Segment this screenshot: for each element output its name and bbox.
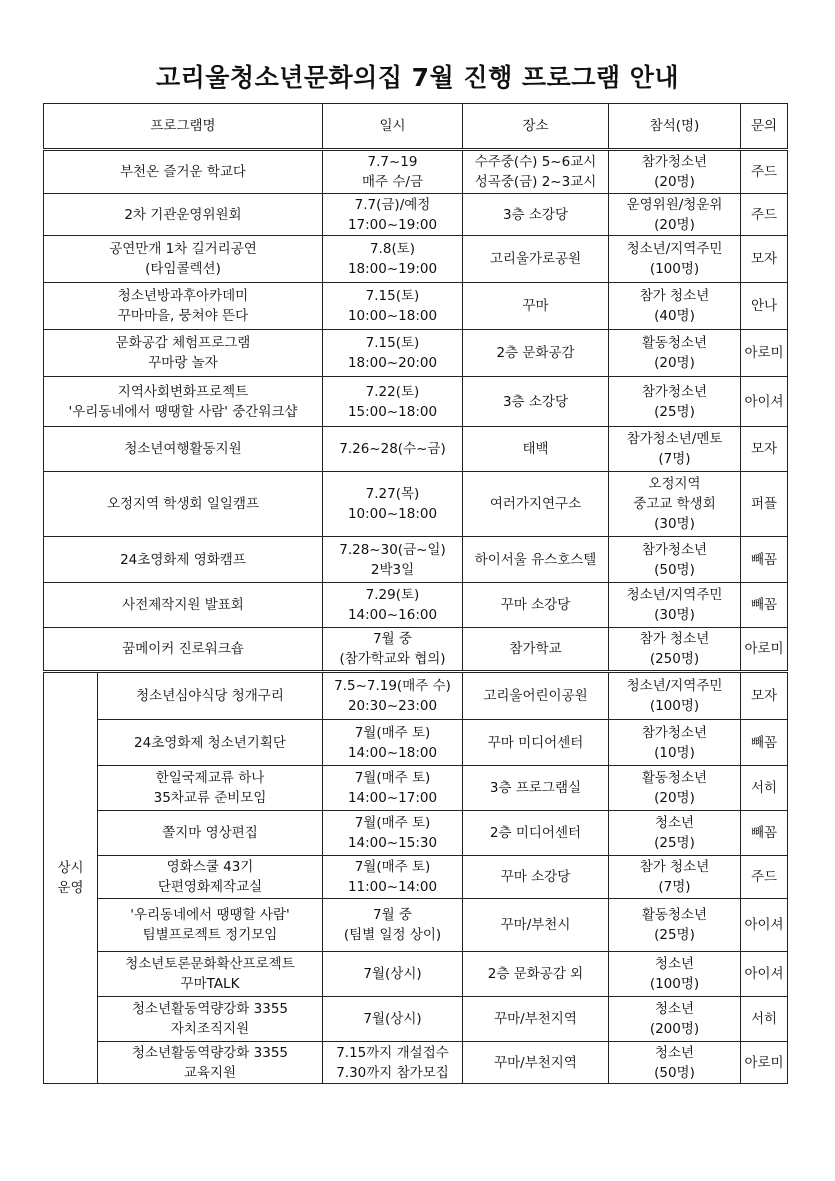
attend-cell — [609, 194, 741, 236]
date-cell-line: 7월(상시) — [363, 1011, 422, 1027]
date-cell — [323, 672, 463, 720]
page-title: 고리울청소년문화의집 7월 진행 프로그램 안내 — [155, 63, 680, 92]
attend-cell — [609, 997, 741, 1042]
contact-cell — [741, 856, 788, 899]
attend-cell-line: (7명) — [658, 451, 691, 467]
date-cell — [323, 537, 463, 583]
table-row — [44, 472, 788, 537]
attend-cell — [609, 236, 741, 283]
attend-cell-line: 청소년 — [654, 1044, 695, 1061]
program-cell — [44, 427, 323, 472]
attend-cell-line: (25명) — [654, 835, 695, 851]
program-cell — [44, 537, 323, 583]
place-cell — [463, 628, 609, 672]
attend-cell-line: 활동청소년 — [641, 335, 708, 351]
place-cell-line: 3층 소강당 — [502, 206, 569, 223]
attend-cell-line: 청소년/지역주민 — [626, 587, 723, 603]
contact-cell-line: 주드 — [750, 164, 778, 180]
attend-cell — [609, 720, 741, 766]
program-cell-line: 공연만개 1차 길거리공연 — [109, 241, 257, 257]
place-cell-line: 여러가지연구소 — [489, 496, 582, 512]
place-cell — [463, 330, 609, 377]
header-program: 프로그램명 — [44, 104, 323, 150]
place-cell — [463, 720, 609, 766]
contact-cell — [741, 766, 788, 811]
contact-cell — [741, 1042, 788, 1084]
date-cell-line: 7.15까지 개설접수 — [336, 1044, 449, 1061]
contact-cell — [741, 330, 788, 377]
contact-cell-line: 빼꼼 — [750, 734, 778, 751]
contact-cell — [741, 672, 788, 720]
program-cell-line: 영화스쿨 43기 — [166, 859, 254, 875]
contact-cell-line: 서히 — [750, 1011, 778, 1027]
program-cell — [44, 194, 323, 236]
program-cell-line: 청소년활동역량강화 3355 — [131, 1001, 289, 1017]
contact-cell — [741, 811, 788, 856]
place-cell-line: 하이서울 유스호스텔 — [474, 551, 597, 568]
program-cell — [98, 672, 323, 720]
attend-cell-line: 운영위원/청운위 — [626, 196, 723, 213]
date-cell-line: 11:00~14:00 — [347, 879, 438, 895]
attend-cell — [609, 283, 741, 330]
program-cell-line: 단편영화제작교실 — [157, 879, 263, 895]
program-cell — [98, 1042, 323, 1084]
table-row — [44, 236, 788, 283]
attend-cell-line: (30명) — [654, 607, 695, 623]
table-row — [44, 856, 788, 899]
attend-cell-line: 참가 청소년 — [639, 859, 710, 875]
date-cell-line: 7월(매주 토) — [354, 724, 431, 741]
program-cell-line: 한일국제교류 하나 — [155, 770, 265, 786]
table-row — [44, 952, 788, 997]
place-cell-line: 참가학교 — [509, 641, 562, 657]
date-cell-line: 7.30까지 참가모집 — [336, 1064, 449, 1081]
date-cell-line: 7.15(토) — [365, 288, 420, 304]
table-row — [44, 150, 788, 194]
date-cell — [323, 427, 463, 472]
attend-cell-line: (100명) — [649, 261, 700, 277]
program-cell-line: 24초영화제 청소년기획단 — [134, 734, 286, 751]
attend-cell-line: 활동청소년 — [641, 770, 708, 786]
date-cell — [323, 811, 463, 856]
attend-cell — [609, 766, 741, 811]
attend-cell-line: 청소년 — [654, 956, 695, 972]
attend-cell-line: 참가청소년 — [641, 541, 708, 558]
attend-cell-line: 참가청소년 — [641, 724, 708, 741]
date-cell-line: 18:00~19:00 — [347, 261, 438, 277]
contact-cell — [741, 720, 788, 766]
table-row — [44, 720, 788, 766]
contact-cell — [741, 377, 788, 427]
program-cell-line: 2차 기관운영위원회 — [124, 206, 242, 223]
header-attend: 참석(명) — [609, 104, 741, 150]
date-cell — [323, 377, 463, 427]
place-cell-line: 성곡중(금) 2~3교시 — [474, 174, 597, 190]
place-cell-line: 2층 문화공감 외 — [487, 966, 584, 982]
program-cell-line: 청소년토론문화확산프로젝트 — [125, 956, 295, 972]
date-cell-line: 7.26~28(수~금) — [339, 441, 446, 457]
program-cell-line: 24초영화제 영화캠프 — [120, 551, 246, 568]
place-cell-line: 고리울어린이공원 — [483, 688, 588, 704]
attend-cell-line: 청소년/지역주민 — [626, 678, 723, 694]
contact-cell — [741, 537, 788, 583]
date-cell — [323, 1042, 463, 1084]
contact-cell — [741, 194, 788, 236]
place-cell-line: 3층 소강당 — [502, 393, 569, 410]
contact-cell — [741, 150, 788, 194]
place-cell — [463, 283, 609, 330]
attend-cell — [609, 856, 741, 899]
contact-cell-line: 안나 — [750, 298, 778, 314]
contact-cell — [741, 899, 788, 952]
date-cell — [323, 899, 463, 952]
attend-cell — [609, 583, 741, 628]
place-cell-line: 꾸마 소강당 — [500, 597, 571, 613]
place-cell — [463, 236, 609, 283]
attend-cell — [609, 628, 741, 672]
table-row — [44, 1042, 788, 1084]
place-cell — [463, 672, 609, 720]
attend-cell — [609, 1042, 741, 1084]
program-cell — [44, 377, 323, 427]
date-cell — [323, 236, 463, 283]
contact-cell-line: 빼꼼 — [750, 825, 778, 841]
program-cell-line: 꾸마랑 놀자 — [148, 355, 218, 371]
attend-cell — [609, 811, 741, 856]
header-date: 일시 — [323, 104, 463, 150]
table-row — [44, 583, 788, 628]
program-cell-line: 꾸마TALK — [180, 976, 240, 992]
program-cell-line: 부천온 즐거운 학교다 — [120, 164, 246, 180]
date-cell-line: 10:00~18:00 — [347, 308, 438, 324]
program-cell-line: 꾸마마을, 뭉쳐야 뜬다 — [117, 308, 249, 324]
program-cell — [44, 628, 323, 672]
attend-cell-line: 오정지역 — [648, 476, 701, 492]
contact-cell — [741, 583, 788, 628]
place-cell — [463, 150, 609, 194]
table-row — [44, 899, 788, 952]
program-cell — [44, 236, 323, 283]
place-cell — [463, 472, 609, 537]
place-cell-line: 꾸마 소강당 — [500, 869, 571, 885]
contact-cell-line: 퍼플 — [750, 496, 778, 512]
attend-cell — [609, 472, 741, 537]
date-cell-line: 7월 중 — [373, 631, 412, 647]
program-cell-line: 꿈메이커 진로워크숍 — [122, 641, 244, 657]
attend-cell-line: 참가청소년 — [641, 383, 708, 400]
place-cell — [463, 1042, 609, 1084]
attend-cell — [609, 150, 741, 194]
program-cell-line: 청소년방과후아카데미 — [117, 288, 249, 304]
program-cell — [98, 856, 323, 899]
place-cell-line: 태백 — [522, 441, 549, 457]
contact-cell-line: 아이셔 — [744, 393, 784, 410]
table-row — [44, 330, 788, 377]
attend-cell — [609, 952, 741, 997]
contact-cell — [741, 283, 788, 330]
contact-cell-line: 아이셔 — [744, 966, 784, 982]
group-label-cell-line: 상시 — [57, 860, 84, 876]
date-cell-line: 2박3일 — [370, 561, 415, 578]
place-cell — [463, 194, 609, 236]
attend-cell — [609, 672, 741, 720]
date-cell-line: (팀별 일정 상이) — [343, 927, 442, 943]
contact-cell — [741, 236, 788, 283]
date-cell-line: 7.29(토) — [365, 587, 420, 603]
date-cell-line: 10:00~18:00 — [347, 506, 438, 522]
contact-cell-line: 빼꼼 — [750, 551, 778, 568]
date-cell — [323, 856, 463, 899]
date-cell — [323, 150, 463, 194]
place-cell — [463, 856, 609, 899]
date-cell-line: 7.15(토) — [365, 335, 420, 351]
place-cell — [463, 952, 609, 997]
place-cell — [463, 899, 609, 952]
place-cell-line: 3층 프로그램실 — [489, 780, 582, 796]
program-cell-line: 문화공감 체험프로그램 — [115, 335, 251, 351]
attend-cell — [609, 377, 741, 427]
date-cell-line: 14:00~17:00 — [347, 790, 438, 806]
table-row — [44, 766, 788, 811]
table-row — [44, 628, 788, 672]
program-cell — [98, 811, 323, 856]
date-cell-line: 7월 중 — [373, 907, 412, 923]
group-label-cell-line: 운영 — [57, 880, 84, 896]
program-cell — [98, 899, 323, 952]
program-cell-line: 지역사회변화프로젝트 — [117, 383, 249, 400]
contact-cell — [741, 427, 788, 472]
program-cell — [44, 472, 323, 537]
header-place: 장소 — [463, 104, 609, 150]
attend-cell-line: 참가청소년 — [641, 154, 708, 170]
place-cell — [463, 583, 609, 628]
date-cell — [323, 330, 463, 377]
place-cell-line: 꾸마/부천지역 — [494, 1011, 577, 1027]
program-cell-line: 교육지원 — [183, 1064, 237, 1081]
attend-cell-line: 활동청소년 — [641, 907, 708, 923]
date-cell-line: 7.27(목) — [365, 486, 420, 502]
date-cell — [323, 720, 463, 766]
place-cell-line: 2층 미디어센터 — [489, 825, 582, 841]
table-row — [44, 427, 788, 472]
date-cell-line: 20:30~23:00 — [347, 698, 438, 714]
attend-cell-line: (20명) — [654, 355, 695, 371]
contact-cell-line: 아로미 — [744, 345, 784, 361]
attend-cell — [609, 537, 741, 583]
date-cell-line: 7.8(토) — [369, 241, 416, 257]
contact-cell-line: 주드 — [750, 206, 778, 223]
date-cell-line: 18:00~20:00 — [347, 355, 438, 371]
attend-cell — [609, 899, 741, 952]
contact-cell — [741, 997, 788, 1042]
contact-cell-line: 모자 — [750, 441, 778, 457]
program-cell — [44, 583, 323, 628]
place-cell-line: 꾸마/부천시 — [500, 917, 571, 933]
attend-cell-line: (50명) — [654, 561, 695, 578]
program-cell — [98, 720, 323, 766]
place-cell-line: 2층 문화공감 — [496, 345, 575, 361]
contact-cell-line: 서히 — [750, 780, 778, 796]
date-cell — [323, 952, 463, 997]
attend-cell-line: (30명) — [654, 516, 695, 532]
table-header-row — [44, 104, 788, 150]
attend-cell-line: (25명) — [654, 403, 695, 420]
date-cell-line: 14:00~16:00 — [347, 607, 438, 623]
contact-cell-line: 모자 — [750, 688, 778, 704]
date-cell-line: 14:00~15:30 — [347, 835, 438, 851]
attend-cell-line: (20명) — [654, 790, 695, 806]
place-cell — [463, 377, 609, 427]
table-row — [44, 377, 788, 427]
group-label-cell — [44, 672, 98, 1084]
date-cell — [323, 472, 463, 537]
program-cell-line: (타임콜렉션) — [145, 261, 221, 277]
header-contact: 문의 — [741, 104, 788, 150]
program-cell-line: 쫄지마 영상편집 — [162, 825, 258, 841]
contact-cell-line: 주드 — [750, 869, 778, 885]
program-cell-line: 청소년활동역량강화 3355 — [131, 1044, 289, 1061]
attend-cell-line: (25명) — [654, 927, 695, 943]
date-cell-line: 7월(상시) — [363, 966, 422, 982]
attend-cell-line: (100명) — [649, 976, 700, 992]
date-cell — [323, 283, 463, 330]
program-cell — [98, 952, 323, 997]
date-cell-line: (참가학교와 협의) — [339, 651, 446, 667]
program-cell — [44, 283, 323, 330]
date-cell — [323, 766, 463, 811]
date-cell — [323, 628, 463, 672]
program-cell-line: 사전제작지원 발표회 — [122, 597, 244, 613]
attend-cell-line: (50명) — [654, 1064, 695, 1081]
attend-cell-line: (7명) — [658, 879, 691, 895]
attend-cell-line: 참가 청소년 — [639, 631, 710, 647]
place-cell-line: 수주중(수) 5~6교시 — [474, 154, 597, 170]
contact-cell-line: 빼꼼 — [750, 597, 778, 613]
program-cell-line: 35차교류 준비모임 — [153, 790, 267, 806]
place-cell — [463, 766, 609, 811]
date-cell-line: 7.28~30(금~일) — [339, 541, 446, 558]
table-row — [44, 811, 788, 856]
program-cell-line: 청소년심야식당 청개구리 — [136, 688, 284, 704]
date-cell-line: 7.5~7.19(매주 수) — [334, 678, 451, 694]
contact-cell — [741, 628, 788, 672]
contact-cell — [741, 952, 788, 997]
attend-cell-line: (20명) — [654, 216, 695, 233]
attend-cell-line: (250명) — [649, 651, 700, 667]
program-cell — [44, 150, 323, 194]
table-row — [44, 997, 788, 1042]
date-cell-line: 매주 수/금 — [361, 174, 423, 190]
attend-cell-line: 청소년 — [654, 815, 695, 831]
attend-cell — [609, 330, 741, 377]
table-row — [44, 537, 788, 583]
place-cell — [463, 537, 609, 583]
program-cell-line: 오정지역 학생회 일일캠프 — [106, 496, 260, 512]
attend-cell-line: 청소년 — [654, 1001, 695, 1017]
place-cell-line: 꾸마/부천지역 — [494, 1054, 577, 1071]
date-cell-line: 17:00~19:00 — [347, 216, 438, 233]
attend-cell-line: (10명) — [654, 744, 695, 761]
date-cell — [323, 194, 463, 236]
attend-cell-line: 중고교 학생회 — [633, 496, 716, 512]
attend-cell-line: (100명) — [649, 698, 700, 714]
attend-cell-line: 참가청소년/멘토 — [626, 431, 723, 447]
program-cell-line: 청소년여행활동지원 — [124, 441, 242, 457]
program-cell-line: '우리동네에서 땡땡할 사람' — [130, 907, 290, 923]
place-cell-line: 꾸마 — [522, 298, 549, 314]
program-cell — [98, 766, 323, 811]
date-cell-line: 7.22(토) — [365, 383, 420, 400]
program-cell-line: 팀별프로젝트 정기모임 — [142, 927, 278, 943]
date-cell-line: 15:00~18:00 — [347, 403, 438, 420]
date-cell-line: 14:00~18:00 — [347, 744, 438, 761]
program-cell-line: 자치조직지원 — [170, 1021, 250, 1037]
contact-cell — [741, 472, 788, 537]
table-row — [44, 283, 788, 330]
place-cell — [463, 997, 609, 1042]
place-cell — [463, 811, 609, 856]
place-cell — [463, 427, 609, 472]
attend-cell — [609, 427, 741, 472]
date-cell-line: 7월(매주 토) — [354, 859, 431, 875]
attend-cell-line: 청소년/지역주민 — [626, 241, 723, 257]
program-cell — [44, 330, 323, 377]
place-cell-line: 꾸마 미디어센터 — [487, 734, 584, 751]
table-row — [44, 672, 788, 720]
date-cell-line: 7.7(금)/예정 — [354, 196, 431, 213]
date-cell-line: 7월(매주 토) — [354, 815, 431, 831]
table-row — [44, 194, 788, 236]
program-cell-line: '우리동네에서 땡땡할 사람' 중간워크샵 — [68, 403, 298, 420]
date-cell — [323, 583, 463, 628]
place-cell-line: 고리울가로공원 — [489, 251, 582, 267]
attend-cell-line: 참가 청소년 — [639, 288, 710, 304]
date-cell-line: 7월(매주 토) — [354, 770, 431, 786]
contact-cell-line: 모자 — [750, 251, 778, 267]
contact-cell-line: 아로미 — [744, 641, 784, 657]
date-cell-line: 7.7~19 — [367, 154, 418, 170]
attend-cell-line: (40명) — [654, 308, 695, 324]
program-cell — [98, 997, 323, 1042]
attend-cell-line: (20명) — [654, 174, 695, 190]
program-table — [43, 103, 788, 1084]
contact-cell-line: 아이셔 — [744, 917, 784, 933]
date-cell — [323, 997, 463, 1042]
attend-cell-line: (200명) — [649, 1021, 700, 1037]
contact-cell-line: 아로미 — [744, 1054, 784, 1071]
